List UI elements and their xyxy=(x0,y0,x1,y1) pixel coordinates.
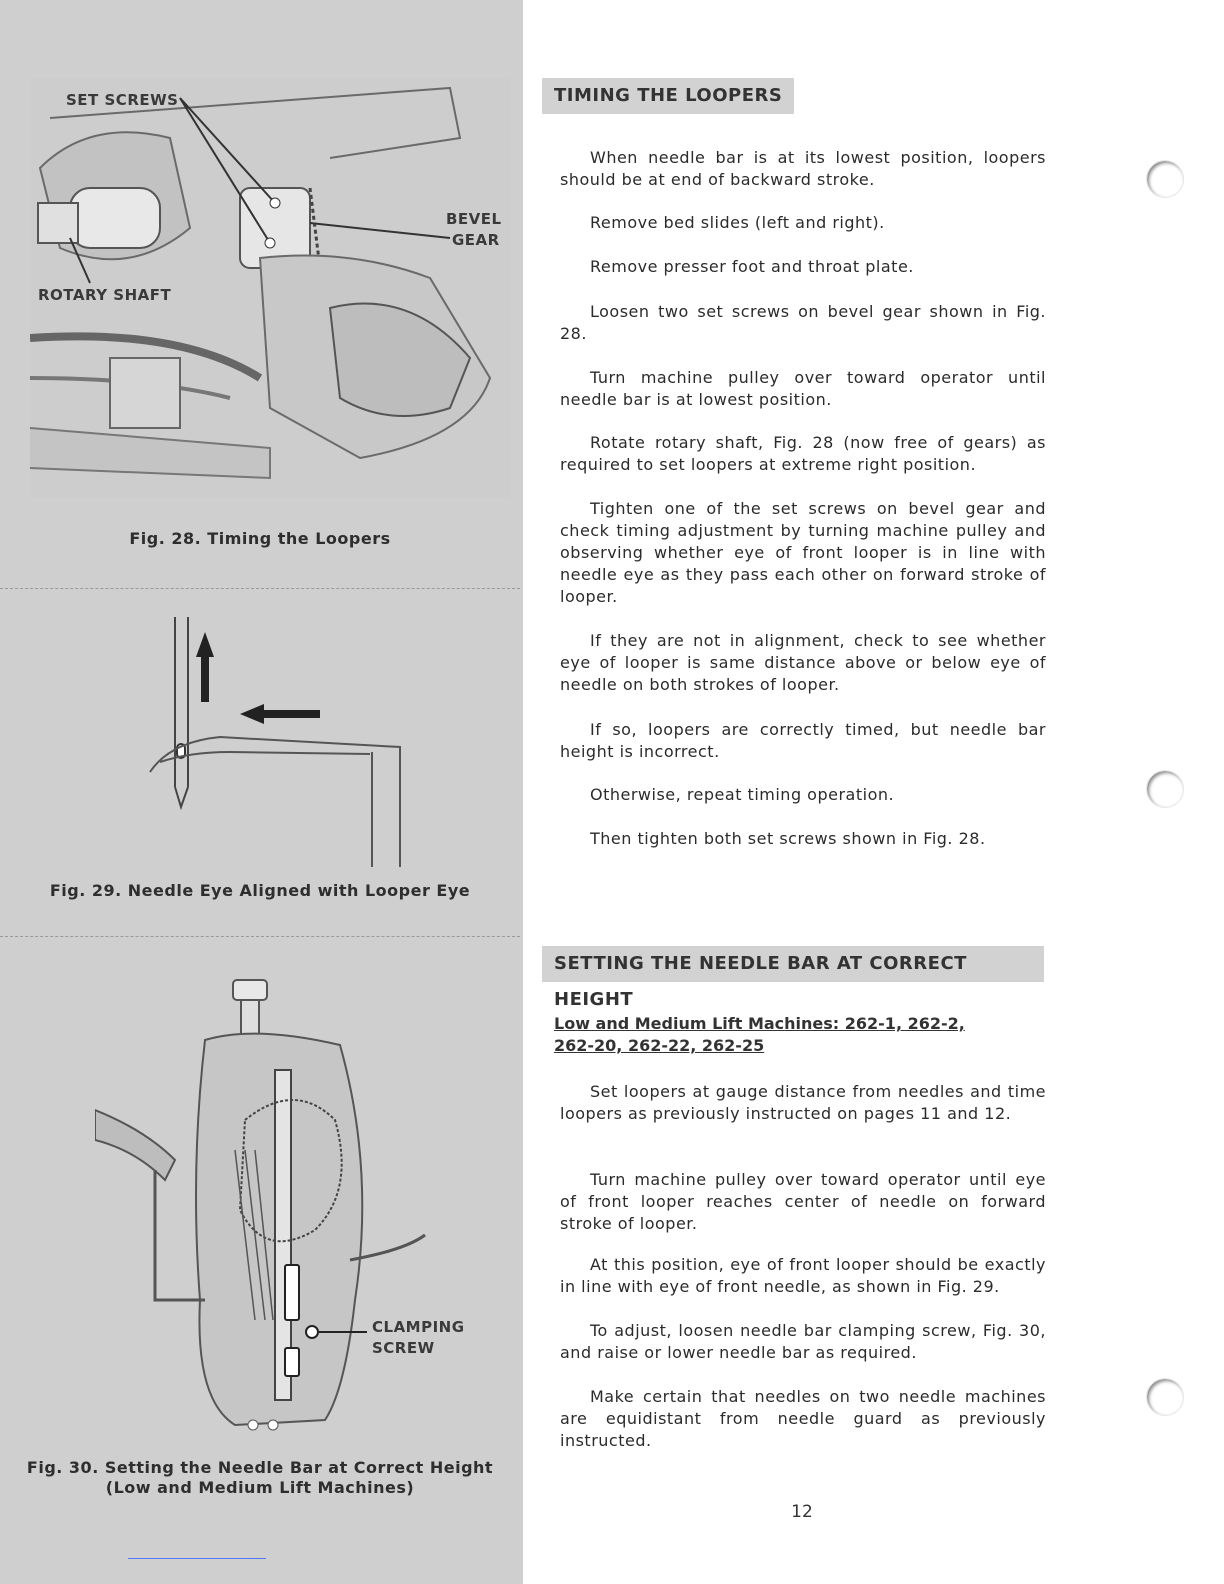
paragraph: Set loopers at gauge distance from needles and time loopers as previously instructed on pages 11 and 12. xyxy=(560,1082,1046,1123)
fig30-caption-line1: Fig. 30. Setting the Needle Bar at Correct Height xyxy=(26,1458,494,1477)
divider xyxy=(0,588,520,589)
paragraph: Turn machine pulley over toward operator until eye of front looper reaches center of needle on forward stroke of looper. xyxy=(560,1170,1046,1233)
paragraph: To adjust, loosen needle bar clamping screw, Fig. 30, and raise or lower needle bar as required. xyxy=(560,1321,1046,1362)
subheading-line1: Low and Medium Lift Machines: 262-1, 262-2, xyxy=(554,1014,965,1033)
fig29-caption: Fig. 29. Needle Eye Aligned with Looper Eye xyxy=(49,881,471,900)
binder-hole xyxy=(1146,770,1184,808)
binder-hole xyxy=(1146,1378,1184,1416)
paragraph: Remove bed slides (left and right). xyxy=(590,213,885,232)
section-heading-needle-bar-height: SETTING THE NEEDLE BAR AT CORRECT HEIGHT xyxy=(542,946,1044,982)
rotary-shaft-callout: ROTARY SHAFT xyxy=(38,286,172,304)
paragraph: If they are not in alignment, check to see whether eye of looper is same distance above or below eye of needle on both strokes of looper. xyxy=(560,631,1046,694)
paragraph: At this position, eye of front looper should be exactly in line with eye of front needle, as shown in Fig. 29. xyxy=(560,1255,1046,1296)
paragraph: Tighten one of the set screws on bevel gear and check timing adjustment by turning machine pulley and observing whether eye of front looper is in line with needle eye as they pass each other on forward stroke of looper. xyxy=(560,499,1046,606)
paragraph: Turn machine pulley over toward operator until needle bar is at lowest position. xyxy=(560,368,1046,409)
fig29-illustration xyxy=(140,612,420,872)
fig30-caption-line2: (Low and Medium Lift Machines) xyxy=(105,1478,415,1497)
subheading-line2: 262-20, 262-22, 262-25 xyxy=(554,1036,765,1055)
footer-rule xyxy=(128,1558,266,1559)
paragraph: Rotate rotary shaft, Fig. 28 (now free of gears) as required to set loopers at extreme right position. xyxy=(560,433,1046,474)
set-screws-callout: SET SCREWS xyxy=(66,91,179,109)
paragraph: Then tighten both set screws shown in Fig. 28. xyxy=(590,829,986,848)
binder-hole xyxy=(1146,160,1184,198)
divider xyxy=(0,936,520,937)
page-number: 12 xyxy=(791,1502,813,1522)
fig28-caption: Fig. 28. Timing the Loopers xyxy=(129,529,391,548)
paragraph: Remove presser foot and throat plate. xyxy=(590,257,914,276)
screw-callout: SCREW xyxy=(372,1339,435,1357)
paragraph: Otherwise, repeat timing operation. xyxy=(590,785,895,804)
paragraph: Loosen two set screws on bevel gear shown in Fig. 28. xyxy=(560,302,1046,343)
bevel-callout: BEVEL xyxy=(446,210,502,228)
paragraph: If so, loopers are correctly timed, but needle bar height is incorrect. xyxy=(560,720,1046,761)
fig30-illustration xyxy=(95,970,455,1445)
section-heading-timing-loopers: TIMING THE LOOPERS xyxy=(542,78,794,114)
clamping-callout: CLAMPING xyxy=(372,1318,465,1336)
figure-panel xyxy=(0,0,523,1584)
gear-callout: GEAR xyxy=(452,231,500,249)
paragraph: When needle bar is at its lowest position, loopers should be at end of backward stroke. xyxy=(560,148,1046,189)
paragraph: Make certain that needles on two needle machines are equidistant from needle guard as previously instructed. xyxy=(560,1387,1046,1450)
